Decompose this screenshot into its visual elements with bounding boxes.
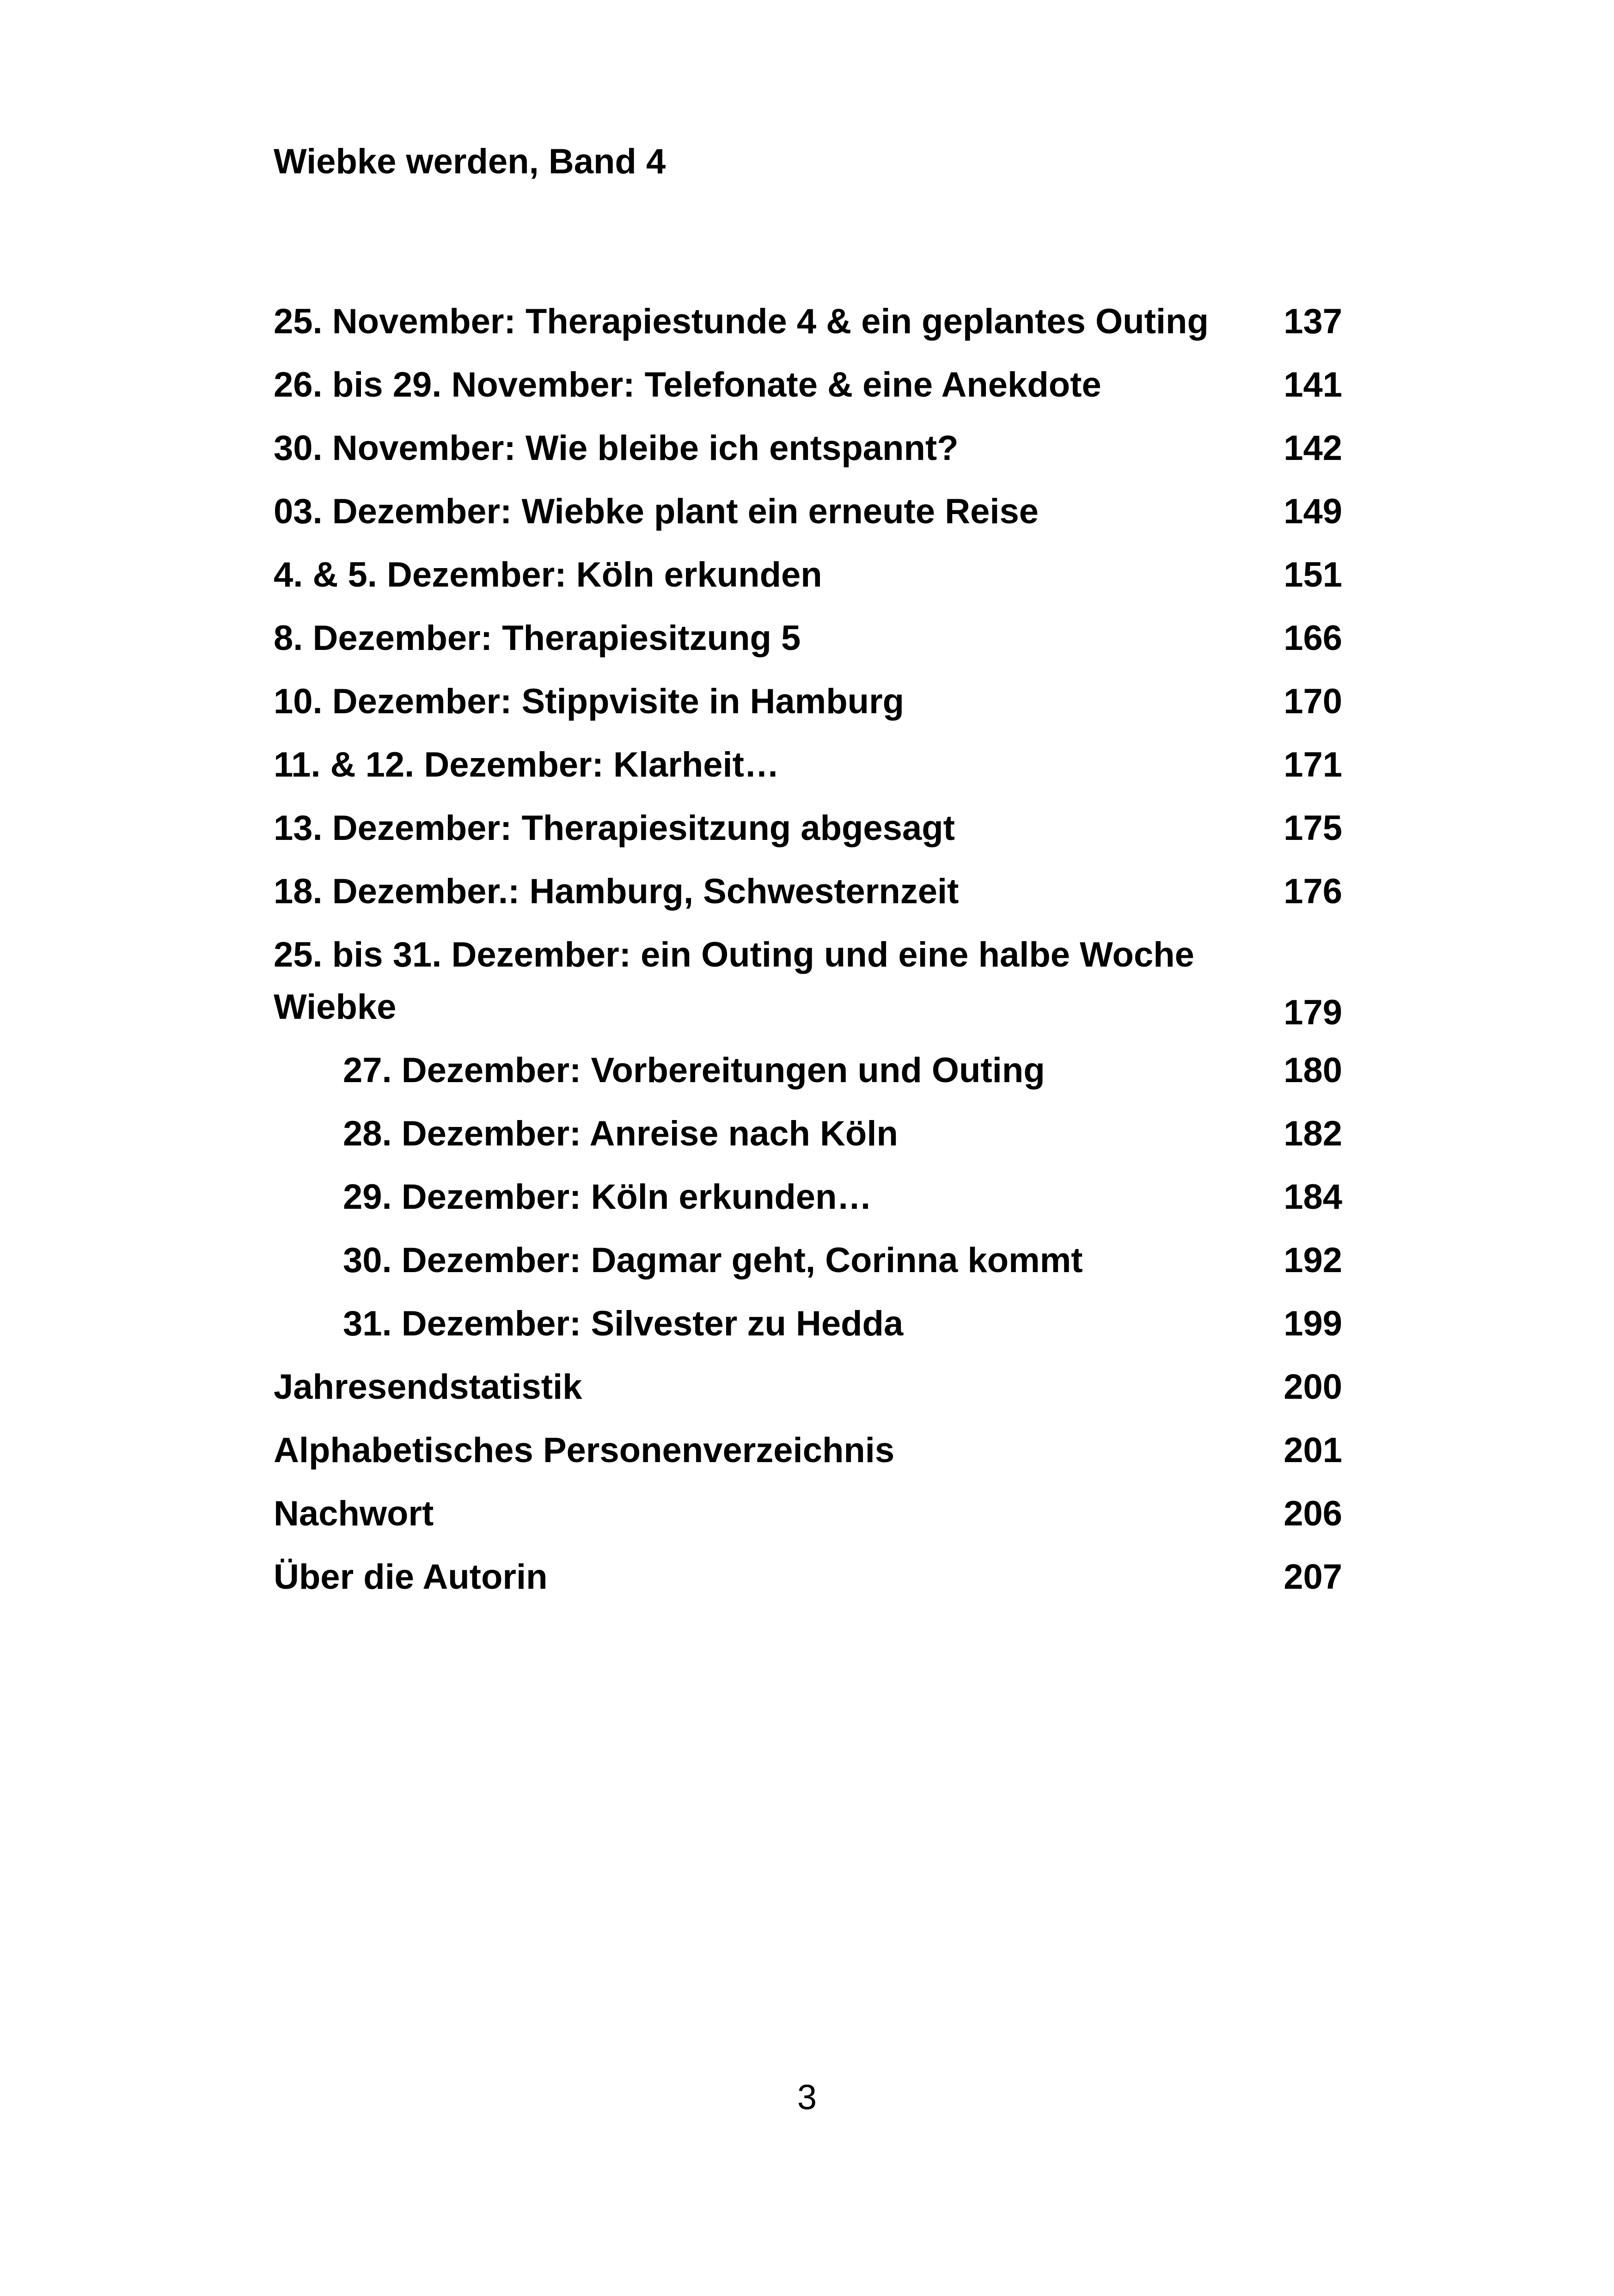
book-title: Wiebke werden, Band 4 [274, 142, 666, 181]
toc-entry-page: 206 [1284, 1494, 1342, 1533]
toc-entry [274, 860, 1342, 923]
toc-entry-page: 182 [1284, 1114, 1342, 1153]
toc-entry-title: 8. Dezember: Therapiesitzung 5 [274, 618, 801, 658]
toc-entry-title: 11. & 12. Dezember: Klarheit… [274, 745, 779, 784]
toc-entry [274, 670, 1342, 733]
toc-entry-page: 184 [1284, 1177, 1342, 1217]
toc-entry [274, 353, 1342, 416]
toc-entry-page: 149 [1284, 492, 1342, 531]
toc-entry-page: 201 [1284, 1431, 1342, 1470]
toc-entry-title: 25. November: Therapiestunde 4 & ein geplantes Outing [274, 302, 1209, 341]
toc-entry-page: 192 [1284, 1241, 1342, 1280]
toc-entry-title: Über die Autorin [274, 1557, 548, 1597]
toc-entry-title: 28. Dezember: Anreise nach Köln [343, 1114, 898, 1153]
toc-entry-title: 18. Dezember.: Hamburg, Schwesternzeit [274, 872, 959, 911]
toc-entry [274, 290, 1342, 353]
toc-entry-page: 207 [1284, 1557, 1342, 1597]
toc-subentry [274, 1039, 1342, 1102]
toc-entry [274, 606, 1342, 670]
toc-entry-page: 179 [1284, 993, 1342, 1032]
toc-entry-page: 166 [1284, 618, 1342, 658]
toc-entry [274, 416, 1342, 480]
toc-entry-page: 175 [1284, 808, 1342, 848]
toc-entry [274, 923, 1342, 1039]
toc-entry [274, 1355, 1342, 1419]
toc-entry-title: 25. bis 31. Dezember: ein Outing und eine halbe Woche Wiebke [274, 935, 1194, 1027]
toc-entry-page: 180 [1284, 1051, 1342, 1090]
toc-entry-title: 29. Dezember: Köln erkunden… [343, 1177, 872, 1217]
toc-entry-title: 4. & 5. Dezember: Köln erkunden [274, 555, 822, 594]
toc-subentry [274, 1165, 1342, 1229]
toc-subentry [274, 1102, 1342, 1165]
toc-entry-title: Alphabetisches Personenverzeichnis [274, 1431, 895, 1470]
toc-entry-title: 03. Dezember: Wiebke plant ein erneute Reise [274, 492, 1039, 531]
toc-entry-page: 151 [1284, 555, 1342, 594]
toc-entry [274, 543, 1342, 606]
toc-entry-page: 200 [1284, 1367, 1342, 1407]
toc-subentry [274, 1229, 1342, 1292]
toc-entry-title: Nachwort [274, 1494, 434, 1533]
toc-entry-title: 31. Dezember: Silvester zu Hedda [343, 1304, 904, 1343]
toc-entry-page: 199 [1284, 1304, 1342, 1343]
toc-entry [274, 480, 1342, 543]
toc-entry-title: Jahresendstatistik [274, 1367, 582, 1407]
toc-entry-title: 30. November: Wie bleibe ich entspannt? [274, 429, 959, 468]
toc-entry-page: 176 [1284, 872, 1342, 911]
toc-entry [274, 1545, 1342, 1609]
toc-entry [274, 1419, 1342, 1482]
toc-entry-title: 10. Dezember: Stippvisite in Hamburg [274, 682, 905, 721]
toc-entry-page: 142 [1284, 429, 1342, 468]
toc-entry-title: 13. Dezember: Therapiesitzung abgesagt [274, 808, 955, 848]
toc-entry-page: 137 [1284, 302, 1342, 341]
page-number: 3 [797, 2078, 817, 2117]
toc-entry-page: 170 [1284, 682, 1342, 721]
table-of-contents [274, 290, 1342, 1609]
toc-entry [274, 733, 1342, 796]
toc-entry [274, 796, 1342, 860]
toc-entry-title: 30. Dezember: Dagmar geht, Corinna kommt [343, 1241, 1083, 1280]
toc-entry [274, 1482, 1342, 1545]
toc-entry-page: 141 [1284, 365, 1342, 404]
toc-entry-title: 26. bis 29. November: Telefonate & eine Anekdote [274, 365, 1101, 404]
toc-entry-title: 27. Dezember: Vorbereitungen und Outing [343, 1051, 1045, 1090]
toc-entry-page: 171 [1284, 745, 1342, 784]
toc-subentry [274, 1292, 1342, 1355]
